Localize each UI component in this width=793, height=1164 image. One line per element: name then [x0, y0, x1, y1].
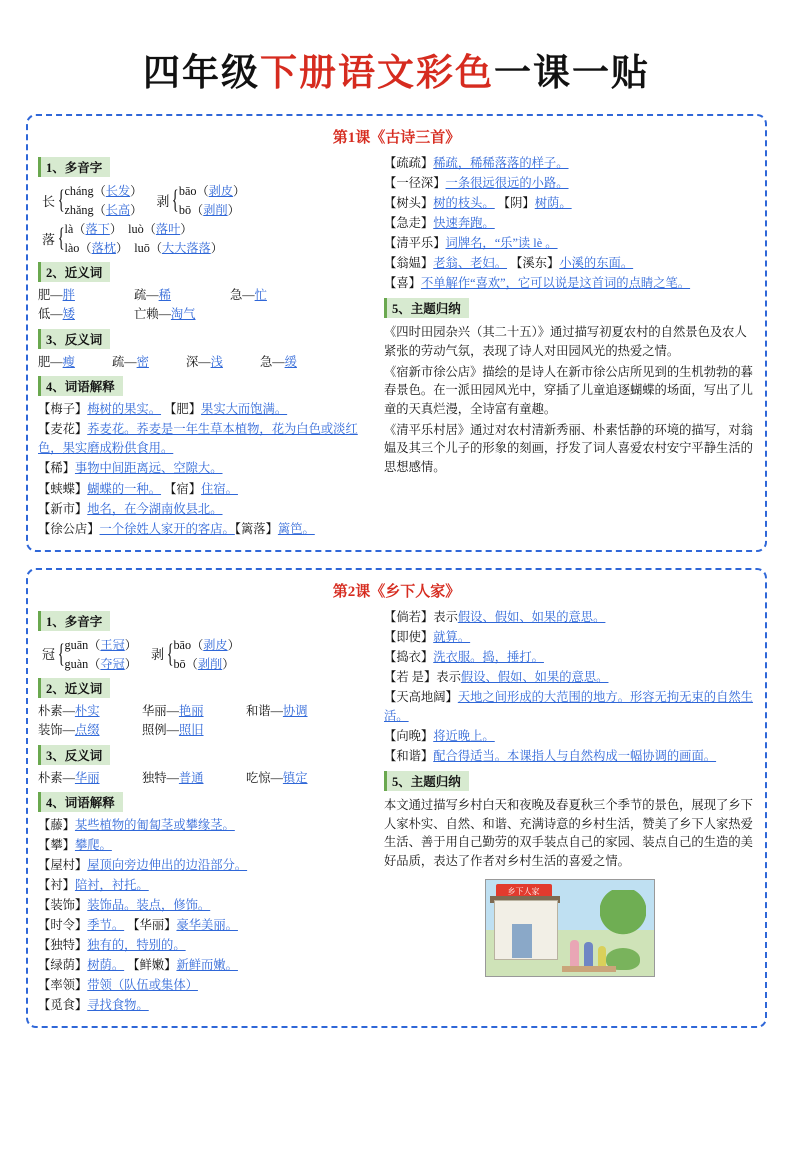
section-duoyinzi-label-2: 1、多音字 [38, 611, 110, 631]
brace-icon: { [57, 185, 65, 215]
duoyinzi-group-1a [42, 182, 374, 218]
brace-icon: { [57, 223, 65, 253]
word-extra: 大大落落 [162, 241, 211, 255]
section-synonyms-label-2: 2、近义词 [38, 678, 110, 698]
section-summary-label-1: 5、主题归纳 [384, 298, 469, 318]
explanation-item: 【麦花】荞麦花。荞麦是一年生草本植物，花为白色或淡红色，果实磨成粉供食用。 [38, 422, 358, 456]
lesson-2-title: 第2课《乡下人家》 [332, 583, 461, 600]
explanation-item: 【屋村】屋顶向旁边伸出的边沿部分。 [38, 858, 248, 873]
synonyms-list-1 [38, 286, 374, 324]
explanation-item: 【蛱蝶】蝴蝶的一种。 【宿】住宿。 [38, 481, 238, 496]
antonyms-list-1 [38, 353, 374, 371]
antonym-row: 肥—瘦 疏—密 深—浅 急—缓 [38, 354, 297, 369]
explanation-item: 【翁媪】老翁、老妇。 【溪东】小溪的东面。 [384, 256, 634, 271]
pinyin: zhǎng [64, 203, 94, 217]
duoyinzi-row: là（落下） luò（落叶） [64, 222, 193, 236]
duoyinzi-row: bō（剥削） [178, 203, 240, 217]
pinyin: lào [64, 241, 80, 255]
section-antonyms-label-2: 3、反义词 [38, 745, 110, 765]
explanation-item: 【率领】带领（队伍或集体） [38, 978, 198, 993]
duoyinzi-entry [151, 636, 240, 672]
explanation-item: 【独特】独有的，特别的。 [38, 938, 186, 953]
explanation-item: 【一径深】一条很远很远的小路。 [384, 176, 569, 191]
explanation-item: 【急走】快速奔跑。 [384, 216, 495, 231]
pinyin-extra: luò [128, 222, 144, 236]
antonym-row: 朴素—华丽 独特—普通 吃惊—镇定 [38, 770, 308, 785]
explanation-item: 【觅食】寻找食物。 [38, 998, 149, 1013]
synonyms-list-2 [38, 702, 374, 740]
duoyinzi-char: 长 [42, 193, 56, 209]
brace-icon: { [57, 638, 65, 668]
illustration-caption: 乡下人家 [496, 884, 552, 899]
explanation-item: 【装饰】装饰品。装点，修饰。 [38, 898, 211, 913]
duoyinzi-row: cháng（长发） [64, 184, 143, 198]
summary-paragraph: 《四时田园杂兴（其二十五）》通过描写初夏农村的自然景色及农人紧张的劳动气氛，表现了诗人对田园风光的热爱之情。 [384, 325, 747, 359]
person-shape [598, 946, 606, 966]
explanation-item: 【喜】不单解作“喜欢”，它可以说是这首词的点睛之笔。 [384, 276, 691, 291]
duoyinzi-char: 剥 [150, 647, 164, 663]
word: 落下 [85, 222, 110, 236]
door-shape [512, 924, 532, 958]
section-explanations-label-1: 4、词语解释 [38, 376, 123, 396]
explanation-item: 【和谐】配合得适当。本课指人与自然构成一幅协调的画面。 [384, 748, 717, 763]
pinyin: là [64, 222, 74, 236]
duoyinzi-entry [42, 636, 137, 672]
pinyin: cháng [64, 184, 94, 198]
duoyinzi-row: lào（落枕） luō（大大落落） [64, 241, 223, 255]
explanation-item: 【时令】季节。 【华丽】豪华美丽。 [38, 918, 238, 933]
lesson-2-left-column [38, 607, 374, 1017]
explanation-item: 【稀】事物中间距离远、空隙大。 [38, 461, 223, 476]
worksheet-page [0, 42, 793, 1164]
lesson-1-title: 第1课《古诗三首》 [332, 130, 461, 146]
section-antonyms-label-1: 3、反义词 [38, 329, 110, 349]
brace-icon: { [172, 185, 180, 215]
tree-shape [600, 890, 646, 942]
lesson-2-right-column [384, 607, 755, 979]
duoyinzi-row: guān（王冠） [64, 637, 137, 652]
table-shape [562, 966, 616, 972]
pinyin-extra: luō [134, 241, 150, 255]
synonym-row: 朴素—朴实 华丽—艳丽 和谐—协调 [38, 703, 308, 718]
explanation-item: 【倘若】表示假设、假如、如果的意思。 [384, 609, 606, 624]
duoyinzi-row: bāo（剥皮） [173, 637, 240, 652]
explanation-item: 【清平乐】词牌名，“乐”读 lè 。 [384, 236, 558, 251]
word-extra: 落叶 [155, 222, 181, 236]
section-duoyinzi-label-1: 1、多音字 [38, 157, 110, 177]
lesson-1-left-column [38, 153, 374, 540]
duoyinzi-row: bō（剥削） [173, 656, 235, 671]
person-shape [584, 942, 593, 966]
pinyin: bō [178, 203, 192, 217]
duoyinzi-row: bāo（剥皮） [178, 184, 246, 198]
word: 长发 [105, 184, 131, 198]
explanation-item: 【徐公店】一个徐姓人家开的客店。【篱落】篱笆。 [38, 521, 315, 536]
word: 落枕 [91, 241, 116, 255]
explanation-item: 【新市】地名，在今湖南攸县北。 [38, 501, 223, 516]
word: 长高 [105, 203, 131, 217]
duoyinzi-char: 剥 [156, 193, 170, 209]
illustration-countryside [485, 879, 655, 977]
duoyinzi-group-1b [42, 220, 374, 256]
explanation-item: 【即使】就算。 [384, 629, 471, 644]
explanation-item: 【天高地阔】天地之间形成的大范围的地方。形容无拘无束的自然生活。 [384, 689, 753, 723]
explanation-item: 【疏疏】稀疏，稀稀落落的样子。 [384, 156, 569, 170]
duoyinzi-group-2a [42, 636, 374, 672]
lesson-1-right-column [384, 153, 755, 479]
explanation-item: 【绿荫】树荫。 【鲜嫩】新鲜而嫩。 [38, 958, 238, 973]
explanation-item: 【藤】某些植物的匍匐茎或攀缘茎。 [38, 817, 235, 832]
antonyms-list-2 [38, 769, 374, 787]
duoyinzi-char: 落 [42, 231, 56, 247]
summary-paragraph: 本文通过描写乡村白天和夜晚及春夏秋三个季节的景色，展现了乡下人家朴实、自然、和谐、充满诗意的乡村生活，赞美了乡下人家热爱生活、善于用自己勤劳的双手装点自己的家园、装点自己的生造的美好品质，表达了作者对乡村生活的喜爱之情。 [384, 798, 753, 869]
title-part-3: 一课一贴 [494, 53, 650, 94]
duoyinzi-entry [42, 220, 223, 256]
section-summary-label-2: 5、主题归纳 [384, 771, 469, 791]
summary-paragraph: 《清平乐村居》通过对农村清新秀丽、朴素恬静的环境的描写，对翁媪及其三个儿子的形象的刻画，抒发了词人喜爱农村安宁平静生活的思想感情。 [384, 422, 753, 475]
brace-icon: { [166, 638, 174, 668]
synonym-row: 肥—胖 疏—稀 急—忙 [38, 288, 267, 302]
duoyinzi-entry [42, 182, 142, 218]
duoyinzi-row: zhǎng（长高） [64, 203, 143, 217]
person-shape [570, 940, 579, 966]
section-synonyms-label-1: 2、近义词 [38, 262, 110, 282]
page-title [26, 42, 767, 96]
explanation-item: 【梅子】梅树的果实。 【肥】果实大而饱满。 [38, 402, 288, 417]
explanation-item: 【攀】攀爬。 [38, 838, 112, 852]
title-part-1: 四年级 [143, 53, 260, 94]
explanation-item: 【向晚】将近晚上。 [384, 728, 495, 743]
word: 剥削 [203, 203, 228, 217]
duoyinzi-entry [156, 182, 245, 218]
duoyinzi-char: 冠 [42, 647, 56, 663]
explanation-item: 【捣衣】洗衣服。捣，捶打。 [384, 649, 544, 664]
synonym-row: 低—矮 亡赖—淘气 [38, 307, 196, 322]
word: 剥皮 [208, 184, 234, 198]
lesson-card-2 [26, 568, 767, 1029]
explanation-item: 【若 是】表示假设、假如、如果的意思。 [384, 669, 609, 684]
synonym-row: 装饰—点缀 照例—照旧 [38, 723, 204, 738]
explanation-item: 【衬】陪衬，衬托。 [38, 878, 149, 893]
summary-paragraph: 《宿新市徐公店》描绘的是诗人在新市徐公店所见到的生机勃勃的暮春景色。在一派田园风光中，穿插了儿童追逐蝴蝶的场面，写出了儿童的天真烂漫，全诗富有童趣。 [384, 364, 753, 417]
explanation-item: 【树头】树的枝头。 【阴】树荫。 [384, 196, 572, 211]
lesson-card-1 [26, 114, 767, 552]
title-part-2: 下册语文彩色 [260, 53, 494, 94]
duoyinzi-row: guàn（夺冠） [64, 656, 137, 671]
pinyin: bāo [178, 184, 197, 198]
section-explanations-label-2: 4、词语解释 [38, 792, 123, 812]
